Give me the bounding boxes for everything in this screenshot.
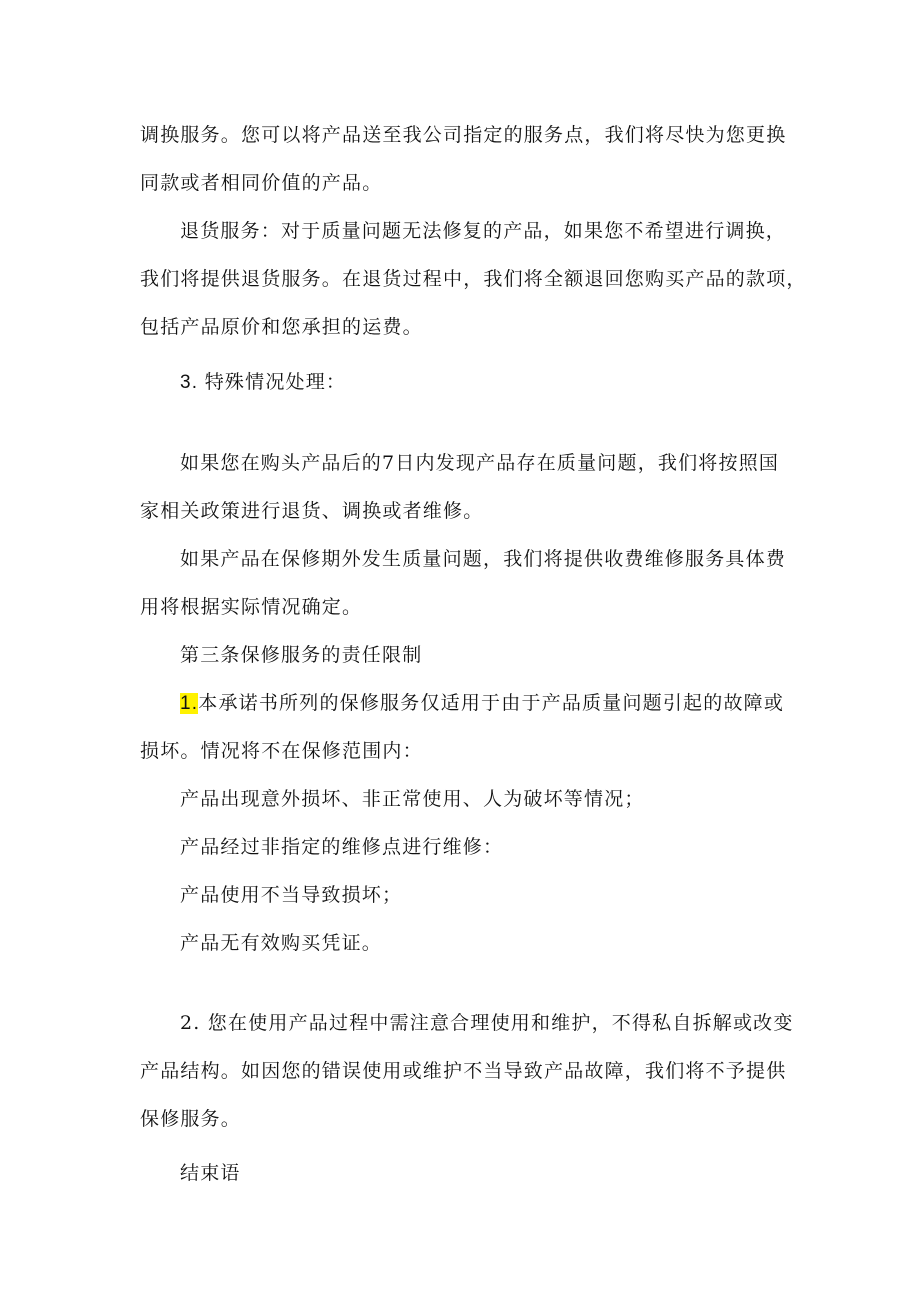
article-heading: 第三条保修服务的责任限制	[180, 644, 423, 666]
highlighted-marker: 1.	[180, 693, 199, 714]
paragraph-line	[180, 690, 784, 717]
list-item: 产品出现意外损坏、非正常使用、人为破坏等情况；	[180, 788, 645, 810]
paragraph-line: 调换服务。您可以将产品送至我公司指定的服务点，我们将尽快为您更换	[140, 124, 787, 146]
paragraph-text: 本承诺书所列的保修服务仅适用于由于产品质量问题引起的故障或	[198, 692, 785, 714]
paragraph-line: 产品结构。如因您的错误使用或维护不当导致产品故障，我们将不予提供	[140, 1060, 787, 1082]
paragraph-line: 包括产品原价和您承担的运费。	[140, 316, 423, 338]
paragraph-line: 家相关政策进行退货、调换或者维修。	[140, 500, 484, 522]
paragraph-line: 2. 您在使用产品过程中需注意合理使用和维护，不得私自拆解或改变	[180, 1012, 794, 1034]
paragraph-line: 保修服务。	[140, 1108, 242, 1130]
section-heading: 3. 特殊情况处理：	[180, 372, 347, 393]
paragraph-line: 我们将提供退货服务。在退货过程中，我们将全额退回您购买产品的款项，	[140, 268, 807, 290]
paragraph-line: 损坏。情况将不在保修范围内：	[140, 740, 423, 762]
paragraph-line: 用将根据实际情况确定。	[140, 596, 363, 618]
closing-heading: 结束语	[180, 1162, 241, 1184]
list-item: 产品无有效购买凭证。	[180, 932, 383, 954]
list-item: 产品使用不当导致损坏；	[180, 884, 403, 906]
list-item: 产品经过非指定的维修点进行维修：	[180, 836, 504, 858]
paragraph-line: 如果您在购头产品后的7日内发现产品存在质量问题，我们将按照国	[180, 452, 780, 474]
paragraph-line: 同款或者相同价值的产品。	[140, 172, 383, 194]
paragraph-line: 如果产品在保修期外发生质量问题，我们将提供收费维修服务具体费	[180, 548, 787, 570]
paragraph-line: 退货服务：对于质量问题无法修复的产品，如果您不希望进行调换，	[180, 220, 787, 242]
